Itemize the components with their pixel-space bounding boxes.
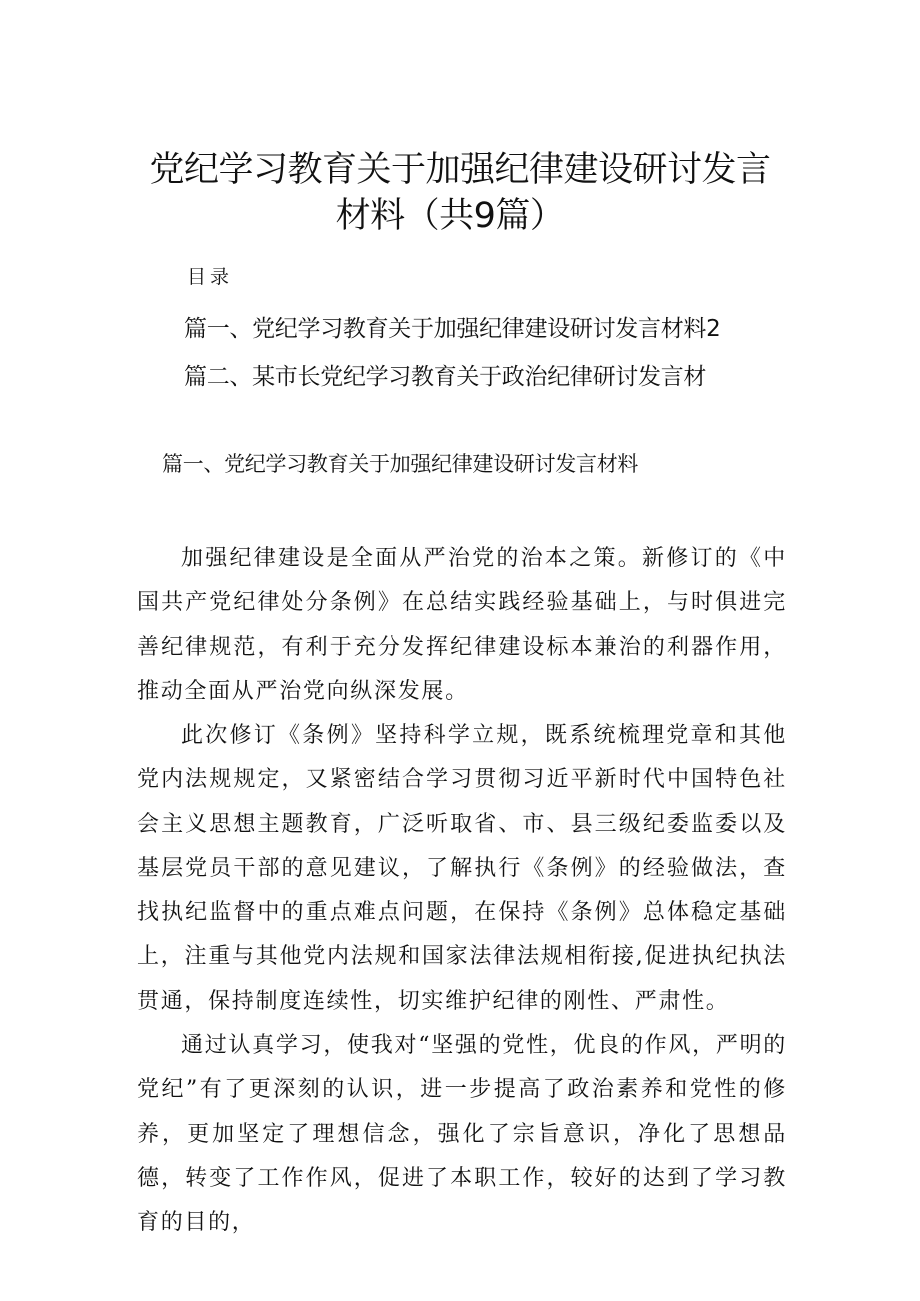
section-heading: 篇一、党纪学习教育关于加强纪律建设研讨发言材料: [162, 452, 639, 476]
document-title-line1: 党纪学习教育关于加强纪律建设研讨发言: [149, 150, 771, 190]
toc-item-1[interactable]: 篇一、党纪学习教育关于加强纪律建设研讨发言材料2: [184, 316, 721, 342]
toc-label: 目录: [187, 266, 234, 288]
body-paragraph-1: 加强纪律建设是全面从严治党的治本之策。新修订的《中国共产党纪律处分条例》在总结实践经验基础上，与时俱进完善纪律规范，有利于充分发挥纪律建设标本兼治的利器作用，推动全面从严治党向纵深发展。: [137, 546, 787, 704]
body-paragraph-3: 通过认真学习，使我对“坚强的党性，优良的作风，严明的党纪”有了更深刻的认识，进一步提高了政治素养和党性的修养，更加坚定了理想信念，强化了宗旨意识，净化了思想品德，转变了工作作风，促进了本职工作，较好的达到了学习教育的目的，: [137, 1033, 787, 1236]
toc-item-2[interactable]: 篇二、某市长党纪学习教育关于政治纪律研讨发言材: [184, 364, 707, 390]
body-paragraph-2: 此次修订《条例》坚持科学立规，既系统梳理党章和其他党内法规规定，又紧密结合学习贯彻习近平新时代中国特色社会主义思想主题教育，广泛听取省、市、县三级纪委监委以及基层党员干部的意见建议，了解执行《条例》的经验做法，查找执纪监督中的重点难点问题，在保持《条例》总体稳定基础上，注重与其他党内法规和国家法律法规相衔接,促进执纪执法贯通，保持制度连续性，切实维护纪律的刚性、严肃性。: [137, 723, 787, 1014]
document-title-line2: 材料（共9篇）: [335, 196, 565, 236]
